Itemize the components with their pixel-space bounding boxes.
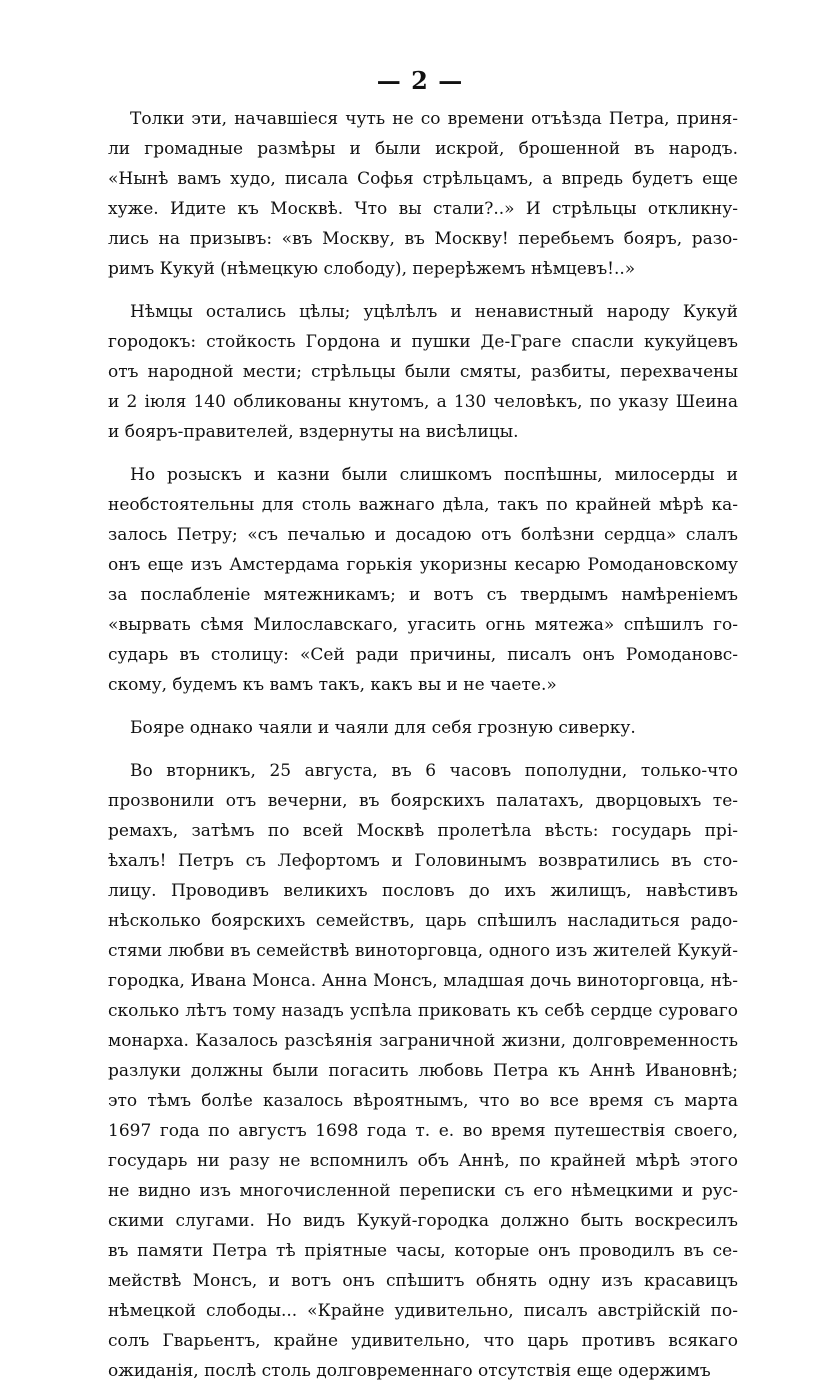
text-line: «Нынѣ вамъ худо, писала Софья стрѣльцамъ, а впредь будетъ еще bbox=[108, 169, 738, 189]
page-number: — 2 — bbox=[376, 66, 464, 95]
text-line: залось Петру; «съ печалью и досадою отъ болѣзни сердца» слалъ bbox=[108, 525, 738, 545]
text-line: монарха. Казалось разсѣянія заграничной жизни, долговременность bbox=[108, 1031, 738, 1051]
text-line: за послабленіе мятежникамъ; и вотъ съ твердымъ намѣреніемъ bbox=[108, 585, 738, 605]
text-line: римъ Кукуй (нѣмецкую слободу), перерѣжемъ нѣмцевъ!..» bbox=[108, 259, 636, 279]
paragraph bbox=[108, 756, 738, 1386]
text-line: нѣмецкой слободы... «Крайне удивительно, писалъ австрійскій по- bbox=[108, 1301, 738, 1321]
text-line: лицу. Проводивъ великихъ пословъ до ихъ жилищъ, навѣстивъ bbox=[108, 881, 738, 901]
text-line: городокъ: стойкость Гордона и пушки Де-Граге спасли кукуйцевъ bbox=[108, 332, 738, 352]
text-line: Нѣмцы остались цѣлы; уцѣлѣлъ и ненавистный народу Кукуй bbox=[130, 302, 738, 322]
text-line: въ памяти Петра тѣ пріятные часы, которые онъ проводилъ въ се- bbox=[108, 1241, 738, 1261]
text-line: ожиданія, послѣ столь долговременнаго отсутствія еще одержимъ bbox=[108, 1361, 711, 1381]
text-line: лись на призывъ: «въ Москву, въ Москву! перебьемъ бояръ, разо- bbox=[108, 229, 738, 249]
text-line: мействѣ Монсъ, и вотъ онъ спѣшитъ обнять одну изъ красавицъ bbox=[108, 1271, 738, 1291]
text-line: сколько лѣтъ тому назадъ успѣла приковать къ себѣ сердце суроваго bbox=[108, 1001, 738, 1021]
text-line: Но розыскъ и казни были слишкомъ поспѣшны, милосерды и bbox=[130, 465, 738, 485]
text-line: нѣсколько боярскихъ семействъ, царь спѣшилъ насладиться радо- bbox=[108, 911, 738, 931]
text-line: онъ еще изъ Амстердама горькія укоризны кесарю Ромодановскому bbox=[108, 555, 738, 575]
text-line: Бояре однако чаяли и чаяли для себя грозную сиверку. bbox=[130, 718, 636, 738]
text-line: сударь въ столицу: «Сей ради причины, писалъ онъ Ромодановс- bbox=[108, 645, 738, 665]
text-line: Толки эти, начавшіеся чуть не со времени отъѣзда Петра, приня- bbox=[130, 109, 738, 129]
body-text bbox=[108, 104, 738, 1399]
text-line: прозвонили отъ вечерни, въ боярскихъ палатахъ, дворцовыхъ те- bbox=[108, 791, 738, 811]
text-line: ремахъ, затѣмъ по всей Москвѣ пролетѣла вѣсть: государь прі- bbox=[108, 821, 738, 841]
text-line: хуже. Идите къ Москвѣ. Что вы стали?..» И стрѣльцы откликну- bbox=[108, 199, 738, 219]
text-line: и бояръ-правителей, вздернуты на висѣлицы. bbox=[108, 422, 519, 442]
text-line: ли громадные размѣры и были искрой, брошенной въ народъ. bbox=[108, 139, 738, 159]
text-line: государь ни разу не вспомнилъ объ Аннѣ, по крайней мѣрѣ этого bbox=[108, 1151, 738, 1171]
paragraph bbox=[108, 297, 738, 447]
text-line: и 2 іюля 140 обликованы кнутомъ, а 130 человѣкъ, по указу Шеина bbox=[108, 392, 738, 412]
text-line: городка, Ивана Монса. Анна Монсъ, младшая дочь виноторговца, нѣ- bbox=[108, 971, 738, 991]
text-line: скому, будемъ къ вамъ такъ, какъ вы и не чаете.» bbox=[108, 675, 557, 695]
text-line: Во вторникъ, 25 августа, въ 6 часовъ пополудни, только-что bbox=[130, 761, 738, 781]
text-line: разлуки должны были погасить любовь Петра къ Аннѣ Ивановнѣ; bbox=[108, 1061, 738, 1081]
text-line: отъ народной мести; стрѣльцы были смяты, разбиты, перехвачены bbox=[108, 362, 738, 382]
text-line: солъ Гварьентъ, крайне удивительно, что царь противъ всякаго bbox=[108, 1331, 738, 1351]
text-line: 1697 года по августъ 1698 года т. е. во время путешествія своего, bbox=[108, 1121, 738, 1141]
paragraph bbox=[108, 713, 738, 743]
text-line: стями любви въ семействѣ виноторговца, одного изъ жителей Кукуй- bbox=[108, 941, 738, 961]
text-line: не видно изъ многочисленной переписки съ его нѣмецкими и рус- bbox=[108, 1181, 738, 1201]
text-line: необстоятельны для столь важнаго дѣла, такъ по крайней мѣрѣ ка- bbox=[108, 495, 738, 515]
text-line: ѣхалъ! Петръ съ Лефортомъ и Головинымъ возвратились въ сто- bbox=[108, 851, 738, 871]
text-line: это тѣмъ болѣе казалось вѣроятнымъ, что во все время съ марта bbox=[108, 1091, 738, 1111]
text-line: «вырвать сѣмя Милославскаго, угасить огнь мятежа» спѣшилъ го- bbox=[108, 615, 738, 635]
paragraph bbox=[108, 460, 738, 700]
paragraph bbox=[108, 104, 738, 284]
text-line: скими слугами. Но видъ Кукуй-городка должно быть воскресилъ bbox=[108, 1211, 738, 1231]
